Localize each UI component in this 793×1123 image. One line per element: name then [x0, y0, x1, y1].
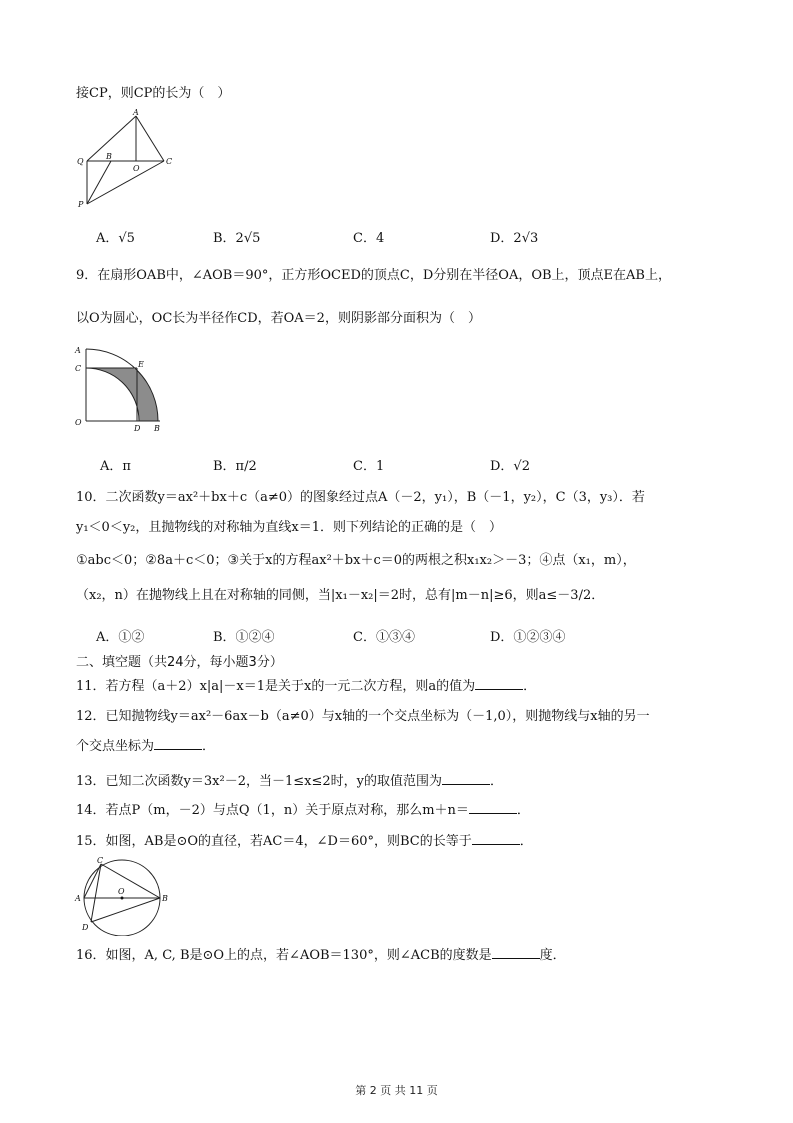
q10-line3: ①abc＜0；②8a＋c＜0；③关于x的方程ax²＋bx＋c＝0的两根之积x₁x₂＞－3；④点（x₁，m），: [76, 553, 636, 568]
q16: [76, 946, 753, 966]
q15-end: ．: [519, 834, 533, 849]
q12-line2: [76, 737, 753, 757]
q11-end: ．: [523, 679, 537, 694]
q9-line2: 以O为圆心，OC长为半径作CD，若OA＝2，则阴影部分面积为（ ）: [76, 311, 481, 326]
q10-option-d: D．①②③④: [490, 630, 566, 645]
label-C: C: [97, 856, 104, 865]
q13-end: ．: [489, 774, 503, 789]
q11-text: 11．若方程（a＋2）x|a|－x＝1是关于x的一元二次方程，则a的值为: [76, 679, 476, 694]
q8-option-a: A．√5: [96, 231, 135, 246]
q15-text: 15．如图，AB是⊙O的直径，若AC＝4，∠D＝60°，则BC的长等于: [76, 834, 472, 849]
q16-text: 16．如图，A, C, B是⊙O上的点，若∠AOB＝130°，则∠ACB的度数是: [76, 948, 492, 963]
q16-end: 度．: [539, 948, 566, 963]
q8-option-d: D．2√3: [490, 231, 539, 246]
q13: [76, 772, 753, 792]
q15-figure: [72, 856, 182, 936]
label-B: B: [154, 424, 160, 433]
q12-blank: [154, 737, 202, 750]
section-heading: 二、填空题（共24分，每小题3分）: [76, 655, 283, 670]
q12-end: ．: [202, 739, 216, 754]
q9-option-d: D．√2: [490, 459, 530, 474]
q14-text: 14．若点P（m，－2）与点Q（1，n）关于原点对称，那么m＋n＝: [76, 803, 469, 818]
q8-option-b: B．2√5: [213, 231, 261, 246]
label-A: A: [75, 346, 81, 355]
label-Q: Q: [77, 157, 84, 166]
label-O: O: [75, 418, 82, 427]
q11-blank: [475, 677, 523, 690]
q14: [76, 801, 753, 821]
q15-blank: [472, 832, 520, 845]
label-B: B: [106, 152, 112, 161]
label-C: C: [166, 157, 173, 166]
label-C: C: [75, 364, 82, 373]
q10-line4: （x₂，n）在抛物线上且在对称轴的同侧，当|x₁－x₂|＝2时，总有|m－n|≥6，则a≤－3/2．: [76, 588, 605, 603]
q14-blank: [469, 801, 517, 814]
q9-option-b: B．π/2: [213, 459, 257, 474]
q10-line2: y₁＜0＜y₂，且抛物线的对称轴为直线x＝1．则下列结论的正确的是（ ）: [76, 520, 502, 535]
q9-line1: 9．在扇形OAB中，∠AOB＝90°，正方形OCED的顶点C，D分别在半径OA，OB上，顶点E在AB上，: [76, 268, 671, 283]
q12-line1: 12．已知抛物线y＝ax²－6ax－b（a≠0）与x轴的一个交点坐标为（－1,0），则抛物线与x轴的另一: [76, 709, 650, 724]
q15: [76, 832, 753, 852]
q10-option-c: C．①③④: [353, 630, 415, 645]
label-P: P: [78, 200, 84, 208]
label-B: B: [162, 894, 168, 903]
label-A: A: [133, 108, 139, 117]
q8-stem: 接CP，则CP的长为（ ）: [76, 86, 231, 101]
label-O: O: [118, 887, 125, 896]
q11: [76, 677, 753, 697]
q9-figure: [72, 343, 172, 433]
q13-text: 13．已知二次函数y＝3x²－2，当－1≤x≤2时，y的取值范围为: [76, 774, 442, 789]
q12-text: 个交点坐标为: [76, 739, 155, 754]
q14-end: ．: [516, 803, 530, 818]
label-D: D: [82, 923, 89, 932]
label-O: O: [133, 164, 140, 173]
q8-option-c: C．4: [353, 231, 385, 246]
q9-option-a: A．π: [100, 459, 131, 474]
q10-option-b: B．①②④: [213, 630, 275, 645]
q9-option-c: C．1: [353, 459, 385, 474]
q10-option-a: A．①②: [96, 630, 145, 645]
label-D: D: [134, 424, 141, 433]
q16-blank: [492, 946, 540, 959]
q10-line1: 10．二次函数y＝ax²＋bx＋c（a≠0）的图象经过点A（－2，y₁），B（－1，y₂），C（3，y₃）．若: [76, 490, 645, 505]
q8-figure: [76, 108, 186, 208]
label-A: A: [75, 894, 81, 903]
q13-blank: [442, 772, 490, 785]
label-E: E: [138, 360, 144, 369]
page-footer: 第 2 页 共 11 页: [355, 1084, 438, 1097]
